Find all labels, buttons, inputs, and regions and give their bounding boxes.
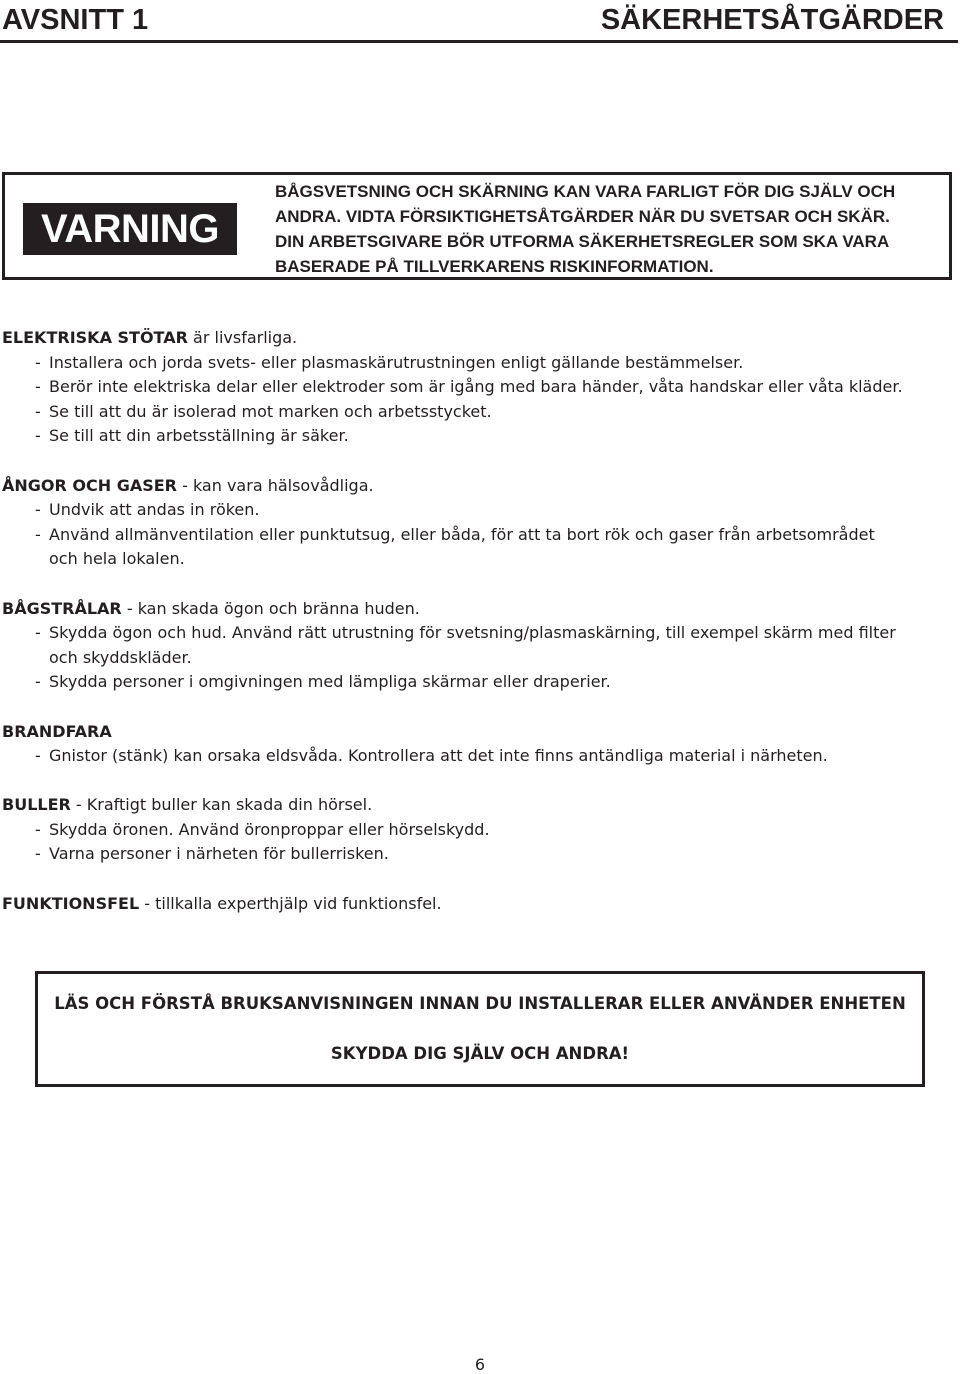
section-title: ÅNGOR OCH GASER <box>2 475 177 495</box>
list-item-text: Undvik att andas in röken. <box>49 500 260 520</box>
list-item <box>2 842 952 867</box>
list-item-text: och skyddskläder. <box>49 647 192 667</box>
header-divider <box>0 40 958 43</box>
bullet-dash: - <box>35 401 41 421</box>
page-header <box>0 0 960 44</box>
section-heading <box>2 597 952 622</box>
list-item-text: Berör inte elektriska delar eller elektroder som är igång med bara händer, våta handskar eller våta kläder. <box>49 377 903 397</box>
list-item-text: Använd allmänventilation eller punktutsug, eller båda, för att ta bort rök och gaser från arbetsområdet <box>49 524 875 544</box>
list-item <box>2 523 952 572</box>
bullet-dash: - <box>35 819 41 839</box>
list-item-text: Installera och jorda svets- eller plasmaskärutrustningen enligt gällande bestämmelser. <box>49 352 744 372</box>
section-heading <box>2 720 952 745</box>
section-subtitle: - Kraftigt buller kan skada din hörsel. <box>70 795 373 815</box>
list-item-text: Se till att din arbetsställning är säker. <box>49 426 349 446</box>
warning-text <box>275 179 945 279</box>
section-subtitle: - kan vara hälsovådliga. <box>177 475 374 495</box>
bullet-dash: - <box>35 500 41 520</box>
list-item-text: Skydda ögon och hud. Använd rätt utrustning för svetsning/plasmaskärning, till exempel skärm med filter <box>49 623 896 643</box>
warning-badge: VARNING <box>23 203 237 255</box>
list-item <box>2 670 952 695</box>
list-item-text: Se till att du är isolerad mot marken och arbetsstycket. <box>49 401 492 421</box>
hazard-section <box>2 720 952 769</box>
hazard-section <box>2 326 952 449</box>
list-item <box>2 375 952 400</box>
warning-line: ANDRA. VIDTA FÖRSIKTIGHETSÅTGÄRDER NÄR DU SVETSAR OCH SKÄR. <box>275 207 890 226</box>
section-heading <box>2 474 952 499</box>
hazard-section <box>2 892 952 917</box>
hazard-sections <box>2 326 952 941</box>
bullet-dash: - <box>35 352 41 372</box>
warning-line: BÅGSVETSNING OCH SKÄRNING KAN VARA FARLIGT FÖR DIG SJÄLV OCH <box>275 182 896 201</box>
notice-line: LÄS OCH FÖRSTÅ BRUKSANVISNINGEN INNAN DU INSTALLERAR ELLER ANVÄNDER ENHETEN <box>54 994 906 1013</box>
page-title: SÄKERHETSÅTGÄRDER <box>600 4 944 36</box>
bullet-dash: - <box>35 377 41 397</box>
section-title: BULLER <box>2 795 71 815</box>
list-item <box>2 424 952 449</box>
warning-box <box>2 172 952 280</box>
section-label: AVSNITT 1 <box>2 4 149 36</box>
warning-line: DIN ARBETSGIVARE BÖR UTFORMA SÄKERHETSREGLER SOM SKA VARA <box>275 232 890 251</box>
list-item <box>2 400 952 425</box>
bullet-dash: - <box>35 426 41 446</box>
list-item-text: Gnistor (stänk) kan orsaka eldsvåda. Kontrollera att det inte finns antändliga material i närheten. <box>49 746 828 766</box>
notice-box <box>35 971 925 1087</box>
bullet-dash: - <box>35 623 41 643</box>
list-item <box>2 744 952 769</box>
list-item <box>2 351 952 376</box>
bullet-dash: - <box>35 746 41 766</box>
list-item <box>2 621 952 670</box>
list-item-text: Skydda personer i omgivningen med lämpliga skärmar eller draperier. <box>49 672 611 692</box>
notice-slogan: SKYDDA DIG SJÄLV OCH ANDRA! <box>330 1044 630 1063</box>
section-title: ELEKTRISKA STÖTAR <box>2 328 188 347</box>
list-item <box>2 818 952 843</box>
section-heading <box>2 892 952 917</box>
hazard-section <box>2 793 952 867</box>
section-title: BRANDFARA <box>2 721 112 741</box>
warning-line: BASERADE PÅ TILLVERKARENS RISKINFORMATION. <box>275 257 714 276</box>
section-subtitle: - tillkalla experthjälp vid funktionsfel. <box>139 893 442 913</box>
section-title: FUNKTIONSFEL <box>2 893 140 913</box>
section-subtitle: - kan skada ögon och bränna huden. <box>121 598 420 618</box>
list-item-text: Skydda öronen. Använd öronproppar eller hörselskydd. <box>49 819 490 839</box>
list-item-text: Varna personer i närheten för bullerrisken. <box>49 844 389 864</box>
hazard-section <box>2 474 952 572</box>
section-title: BÅGSTRÅLAR <box>2 598 122 618</box>
section-subtitle: är livsfarliga. <box>187 328 298 347</box>
bullet-dash: - <box>35 524 41 544</box>
hazard-section <box>2 597 952 695</box>
bullet-dash: - <box>35 672 41 692</box>
bullet-dash: - <box>35 844 41 864</box>
list-item-text: och hela lokalen. <box>49 549 185 569</box>
page-number: 6 <box>474 1355 486 1374</box>
section-heading <box>2 793 952 818</box>
list-item <box>2 498 952 523</box>
section-heading <box>2 326 952 351</box>
